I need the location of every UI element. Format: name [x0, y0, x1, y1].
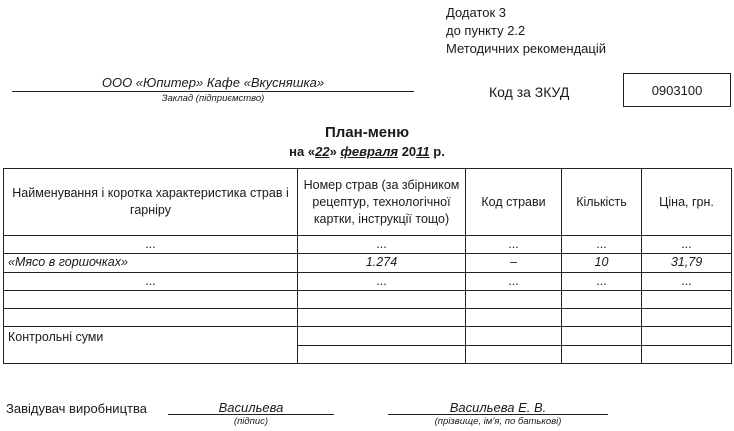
date-year-prefix: 20 — [398, 144, 417, 159]
menu-table — [3, 168, 732, 364]
table-cell: ... — [298, 272, 466, 290]
organization-underline — [12, 91, 414, 92]
table-row — [4, 290, 732, 308]
date-suffix: р. — [429, 144, 445, 159]
date-month: февраля — [340, 144, 399, 159]
full-name-value: Васильева Е. В. — [449, 400, 547, 415]
signature-value: Васильева — [218, 400, 284, 415]
table-row — [4, 236, 732, 254]
checksum-row — [4, 327, 732, 345]
table-cell — [562, 345, 642, 363]
table-cell: ... — [642, 272, 732, 290]
table-cell: 10 — [562, 254, 642, 272]
table-cell: ... — [466, 272, 562, 290]
header-dish-code: Код страви — [466, 169, 562, 236]
table-row — [4, 254, 732, 272]
table-cell — [4, 309, 298, 327]
code-label: Код за ЗКУД — [489, 84, 570, 100]
table-cell: ... — [4, 236, 298, 254]
appendix-reference — [446, 4, 606, 58]
table-cell: ... — [562, 236, 642, 254]
table-cell — [298, 290, 466, 308]
table-cell: 1.274 — [298, 254, 466, 272]
table-row — [4, 309, 732, 327]
document-date — [0, 144, 734, 159]
full-name-underline — [388, 414, 608, 415]
header-dish-name: Найменування і коротка характеристика страв і гарніру — [4, 169, 298, 236]
table-cell: «Мясо в горшочках» — [4, 254, 298, 272]
table-cell — [642, 345, 732, 363]
date-year-suffix: 11 — [416, 144, 430, 159]
code-box — [623, 73, 731, 107]
header-quantity: Кількість — [562, 169, 642, 236]
table-cell — [642, 309, 732, 327]
table-cell: 31,79 — [642, 254, 732, 272]
header-price: Ціна, грн. — [642, 169, 732, 236]
document-title: План-меню — [324, 124, 410, 141]
table-cell: – — [466, 254, 562, 272]
table-cell — [642, 327, 732, 345]
table-cell — [466, 290, 562, 308]
header-recipe-number: Номер страв (за збірником рецептур, технологічної картки, інструкції тощо) — [298, 169, 466, 236]
checksum-label: Контрольні суми — [4, 327, 298, 364]
table-cell — [466, 345, 562, 363]
table-cell: ... — [466, 236, 562, 254]
appendix-line-2: до пункту 2.2 — [446, 23, 526, 38]
table-cell: ... — [4, 272, 298, 290]
signature-caption: (підпис) — [233, 416, 269, 427]
table-header-row — [4, 169, 732, 236]
full-name-caption: (прізвище, ім’я, по батькові) — [434, 416, 562, 427]
date-prefix: на « — [289, 144, 316, 159]
table-cell — [298, 309, 466, 327]
date-day: 22 — [315, 144, 330, 159]
appendix-line-3: Методичних рекомендацій — [446, 41, 606, 56]
table-cell — [298, 327, 466, 345]
signature-underline — [168, 414, 334, 415]
table-cell: ... — [642, 236, 732, 254]
code-value: 0903100 — [651, 82, 703, 98]
table-cell — [562, 290, 642, 308]
appendix-line-1: Додаток 3 — [446, 5, 506, 20]
table-cell: ... — [298, 236, 466, 254]
date-mid: » — [329, 144, 341, 159]
table-cell — [466, 327, 562, 345]
organization-caption: Заклад (підприємство) — [161, 93, 265, 104]
table-cell — [298, 345, 466, 363]
signature-role-label: Завідувач виробництва — [6, 401, 147, 416]
table-cell — [562, 327, 642, 345]
table-row — [4, 272, 732, 290]
table-cell — [642, 290, 732, 308]
table-cell: ... — [562, 272, 642, 290]
table-cell — [4, 290, 298, 308]
table-cell — [562, 309, 642, 327]
organization-name: ООО «Юпитер» Кафе «Вкусняшка» — [101, 75, 325, 90]
table-cell — [466, 309, 562, 327]
